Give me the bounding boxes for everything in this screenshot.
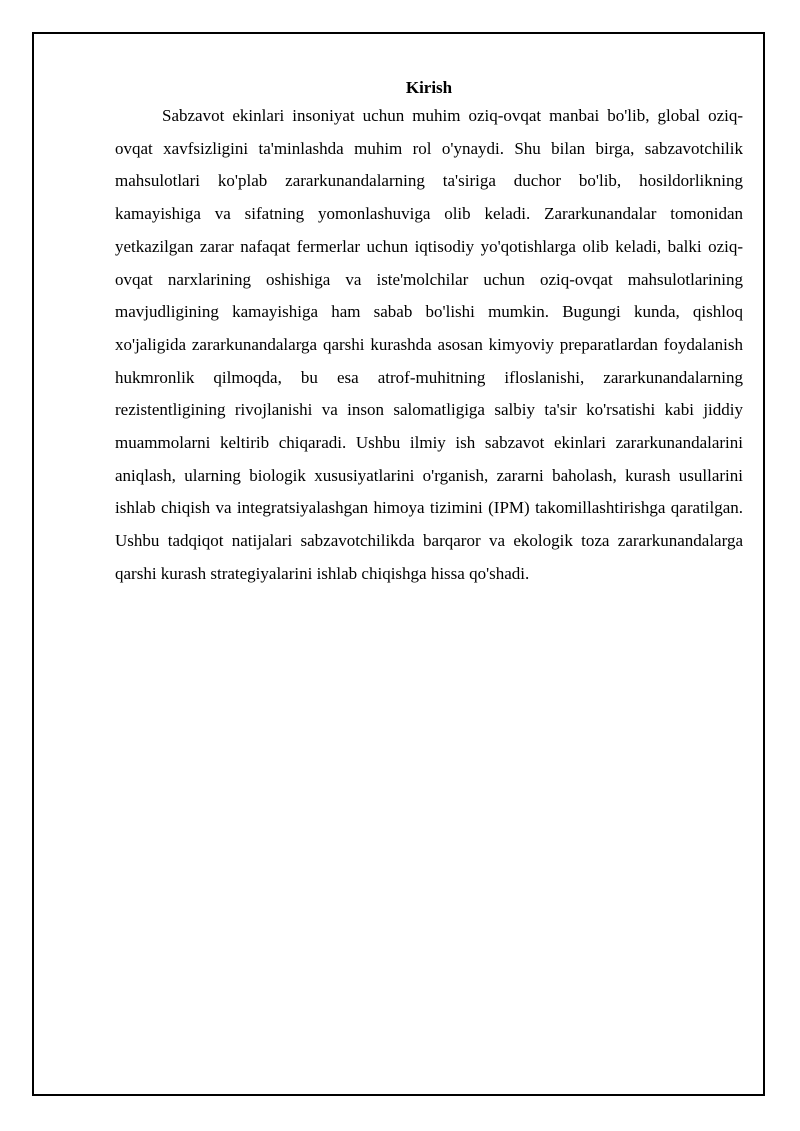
- document-content: [115, 76, 743, 591]
- section-heading: Kirish: [405, 78, 453, 97]
- intro-paragraph: Sabzavot ekinlari insoniyat uchun muhim oziq-ovqat manbai bo'lib, global oziq-ovqat xavfsizligini ta'minlashda muhim rol o'ynaydi. Shu bilan birga, sabzavotchilik mahsulotlari ko'plab zararkunandalarning ta'siriga duchor bo'lib, hosildorlikning kamayishiga va sifatning yomonlashuviga olib keladi. Zararkunandalar tomonidan yetkazilgan zarar nafaqat fermerlar uchun iqtisodiy yo'qotishlarga olib keladi, balki oziq-ovqat narxlarining oshishiga va iste'molchilar uchun oziq-ovqat mahsulotlarining mavjudligining kamayishiga ham sabab bo'lishi mumkin. Bugungi kunda, qishloq xo'jaligida zararkunandalarga qarshi kurashda asosan kimyoviy preparatlardan foydalanish hukmronlik qilmoqda, bu esa atrof-muhitning ifloslanishi, zararkunandalarning rezistentligining rivojlanishi va inson salomatligiga salbiy ta'sir ko'rsatishi kabi jiddiy muammolarni keltirib chiqaradi. Ushbu ilmiy ish sabzavot ekinlari zararkunandalarini aniqlash, ularning biologik xususiyatlarini o'rganish, zararni baholash, kurash usullarini ishlab chiqish va integratsiyalashgan himoya tizimini (IPM) takomillashtirishga qaratilgan. Ushbu tadqiqot natijalari sabzavotchilikda barqaror va ekologik toza zararkunandalarga qarshi kurash strategiyalarini ishlab chiqishga hissa qo'shadi.: [115, 106, 743, 583]
